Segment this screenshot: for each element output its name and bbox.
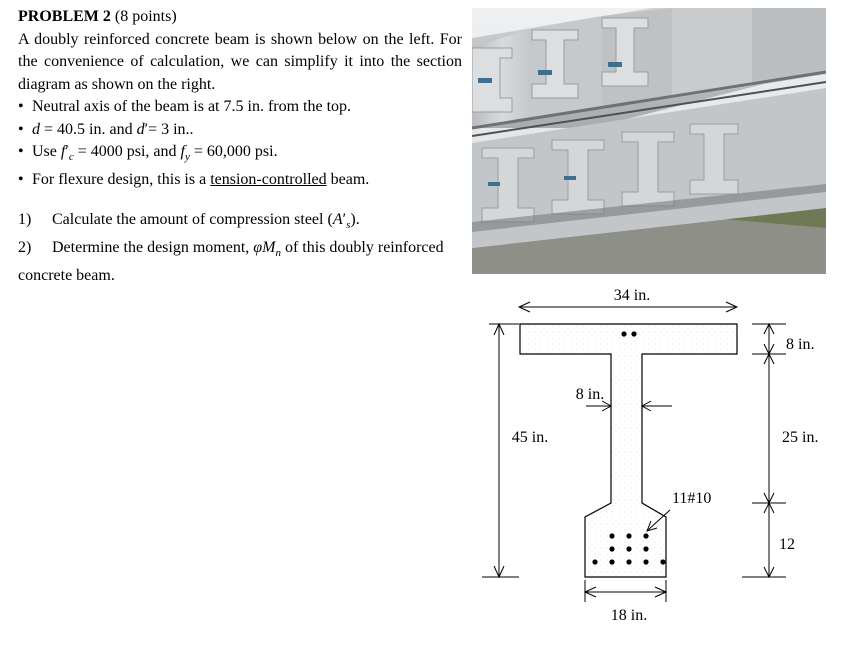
- given-item: • d = 40.5 in. and d′= 3 in..: [18, 119, 462, 142]
- given-list: [18, 96, 462, 191]
- tension-controlled-text: tension-controlled: [210, 170, 327, 188]
- questions: [18, 209, 462, 287]
- right-dimensions: [742, 324, 818, 577]
- given-item-text: beam.: [326, 170, 370, 188]
- top-width-dimension: [519, 287, 737, 312]
- bars-label: 11#10: [672, 490, 712, 507]
- problem-number: PROBLEM 2: [18, 8, 111, 25]
- girder-photo: [472, 8, 826, 274]
- question-number: 1): [18, 211, 32, 229]
- web-height-label: 25 in.: [782, 429, 819, 446]
- given-item: [18, 169, 462, 192]
- problem-title: [18, 6, 462, 29]
- given-item-text: For flexure design, this is a: [32, 170, 211, 188]
- total-height-dimension: [482, 324, 548, 577]
- given-item: • Neutral axis of the beam is at 7.5 in. from the top.: [18, 96, 462, 119]
- bulb-height-label: 12: [779, 536, 795, 553]
- bottom-width-dimension: [585, 580, 666, 624]
- beam-section: [520, 324, 737, 577]
- question-1: 1) Calculate the amount of compression steel $(A'_s)$.: [18, 209, 462, 237]
- given-item: • Use $f'_c = 4000$ psi, and $f_y = 60,000$ psi.: [18, 141, 462, 169]
- question-2: 2) Determine the design moment, $\varphi M_n$ of this doubly reinforced concrete beam.: [18, 238, 444, 284]
- web-width-label: 8 in.: [575, 386, 605, 403]
- question-number: 2): [18, 238, 32, 256]
- problem-points: (8 points): [110, 8, 177, 25]
- flange-depth-label: 8 in.: [786, 336, 815, 353]
- top-width-label: 34 in.: [613, 287, 651, 304]
- problem-text: [18, 6, 462, 287]
- bottom-width-label: 18 in.: [610, 607, 648, 624]
- problem-intro: A doubly reinforced concrete beam is shown below on the left. For the convenience of calculation, we can simplify it into the section diagram as shown on the right.: [18, 30, 462, 93]
- total-height-label: 45 in.: [511, 429, 549, 446]
- section-diagram: [470, 280, 846, 658]
